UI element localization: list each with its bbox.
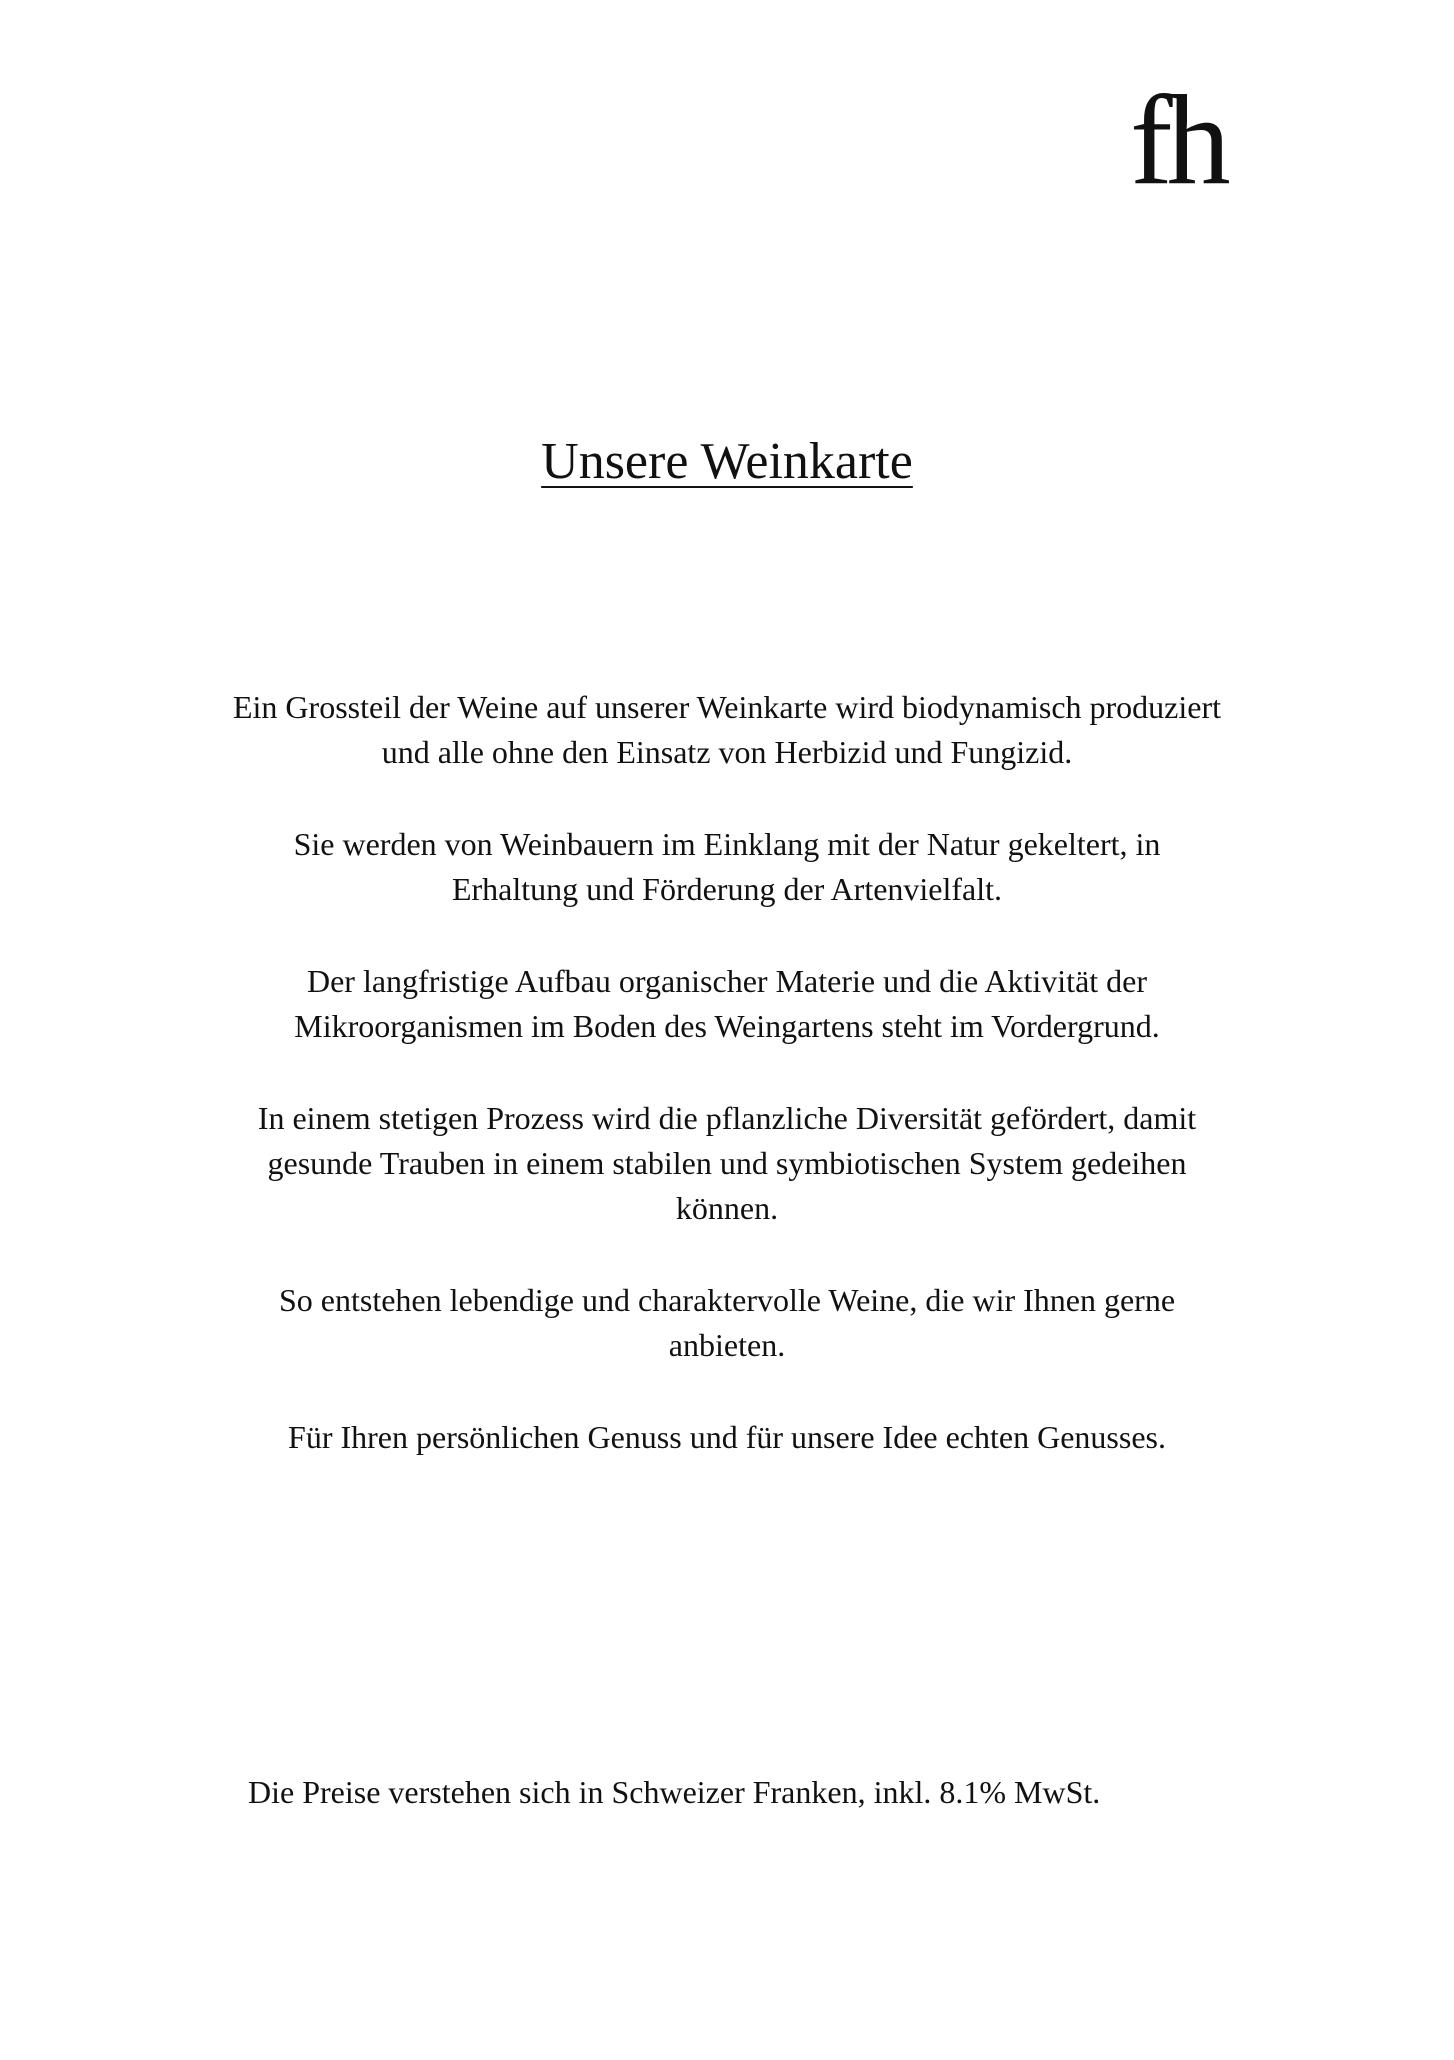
intro-paragraph: Sie werden von Weinbauern im Einklang mit der Natur gekeltert, in Erhaltung und Förderung der Artenvielfalt.: [293, 826, 1161, 907]
intro-paragraph: In einem stetigen Prozess wird die pflanzliche Diversität gefördert, damit gesunde Trauben in einem stabilen und symbiotischen System gedeihen können.: [257, 1100, 1197, 1226]
intro-paragraph: Für Ihren persönlichen Genuss und für unsere Idee echten Genusses.: [288, 1419, 1166, 1455]
intro-text: [227, 685, 1227, 1507]
page-title: Unsere Weinkarte: [541, 433, 913, 490]
intro-paragraph: Ein Grossteil der Weine auf unserer Weinkarte wird biodynamisch produziert und alle ohne den Einsatz von Herbizid und Fungizid.: [232, 689, 1222, 770]
intro-paragraph: Der langfristige Aufbau organischer Materie und die Aktivität der Mikroorganismen im Boden des Weingartens steht im Vordergrund.: [294, 963, 1160, 1044]
brand-logo: fh: [1130, 69, 1225, 211]
price-note: Die Preise verstehen sich in Schweizer Franken, inkl. 8.1% MwSt.: [248, 1774, 1101, 1810]
intro-paragraph: So entstehen lebendige und charaktervolle Weine, die wir Ihnen gerne anbieten.: [278, 1282, 1176, 1363]
